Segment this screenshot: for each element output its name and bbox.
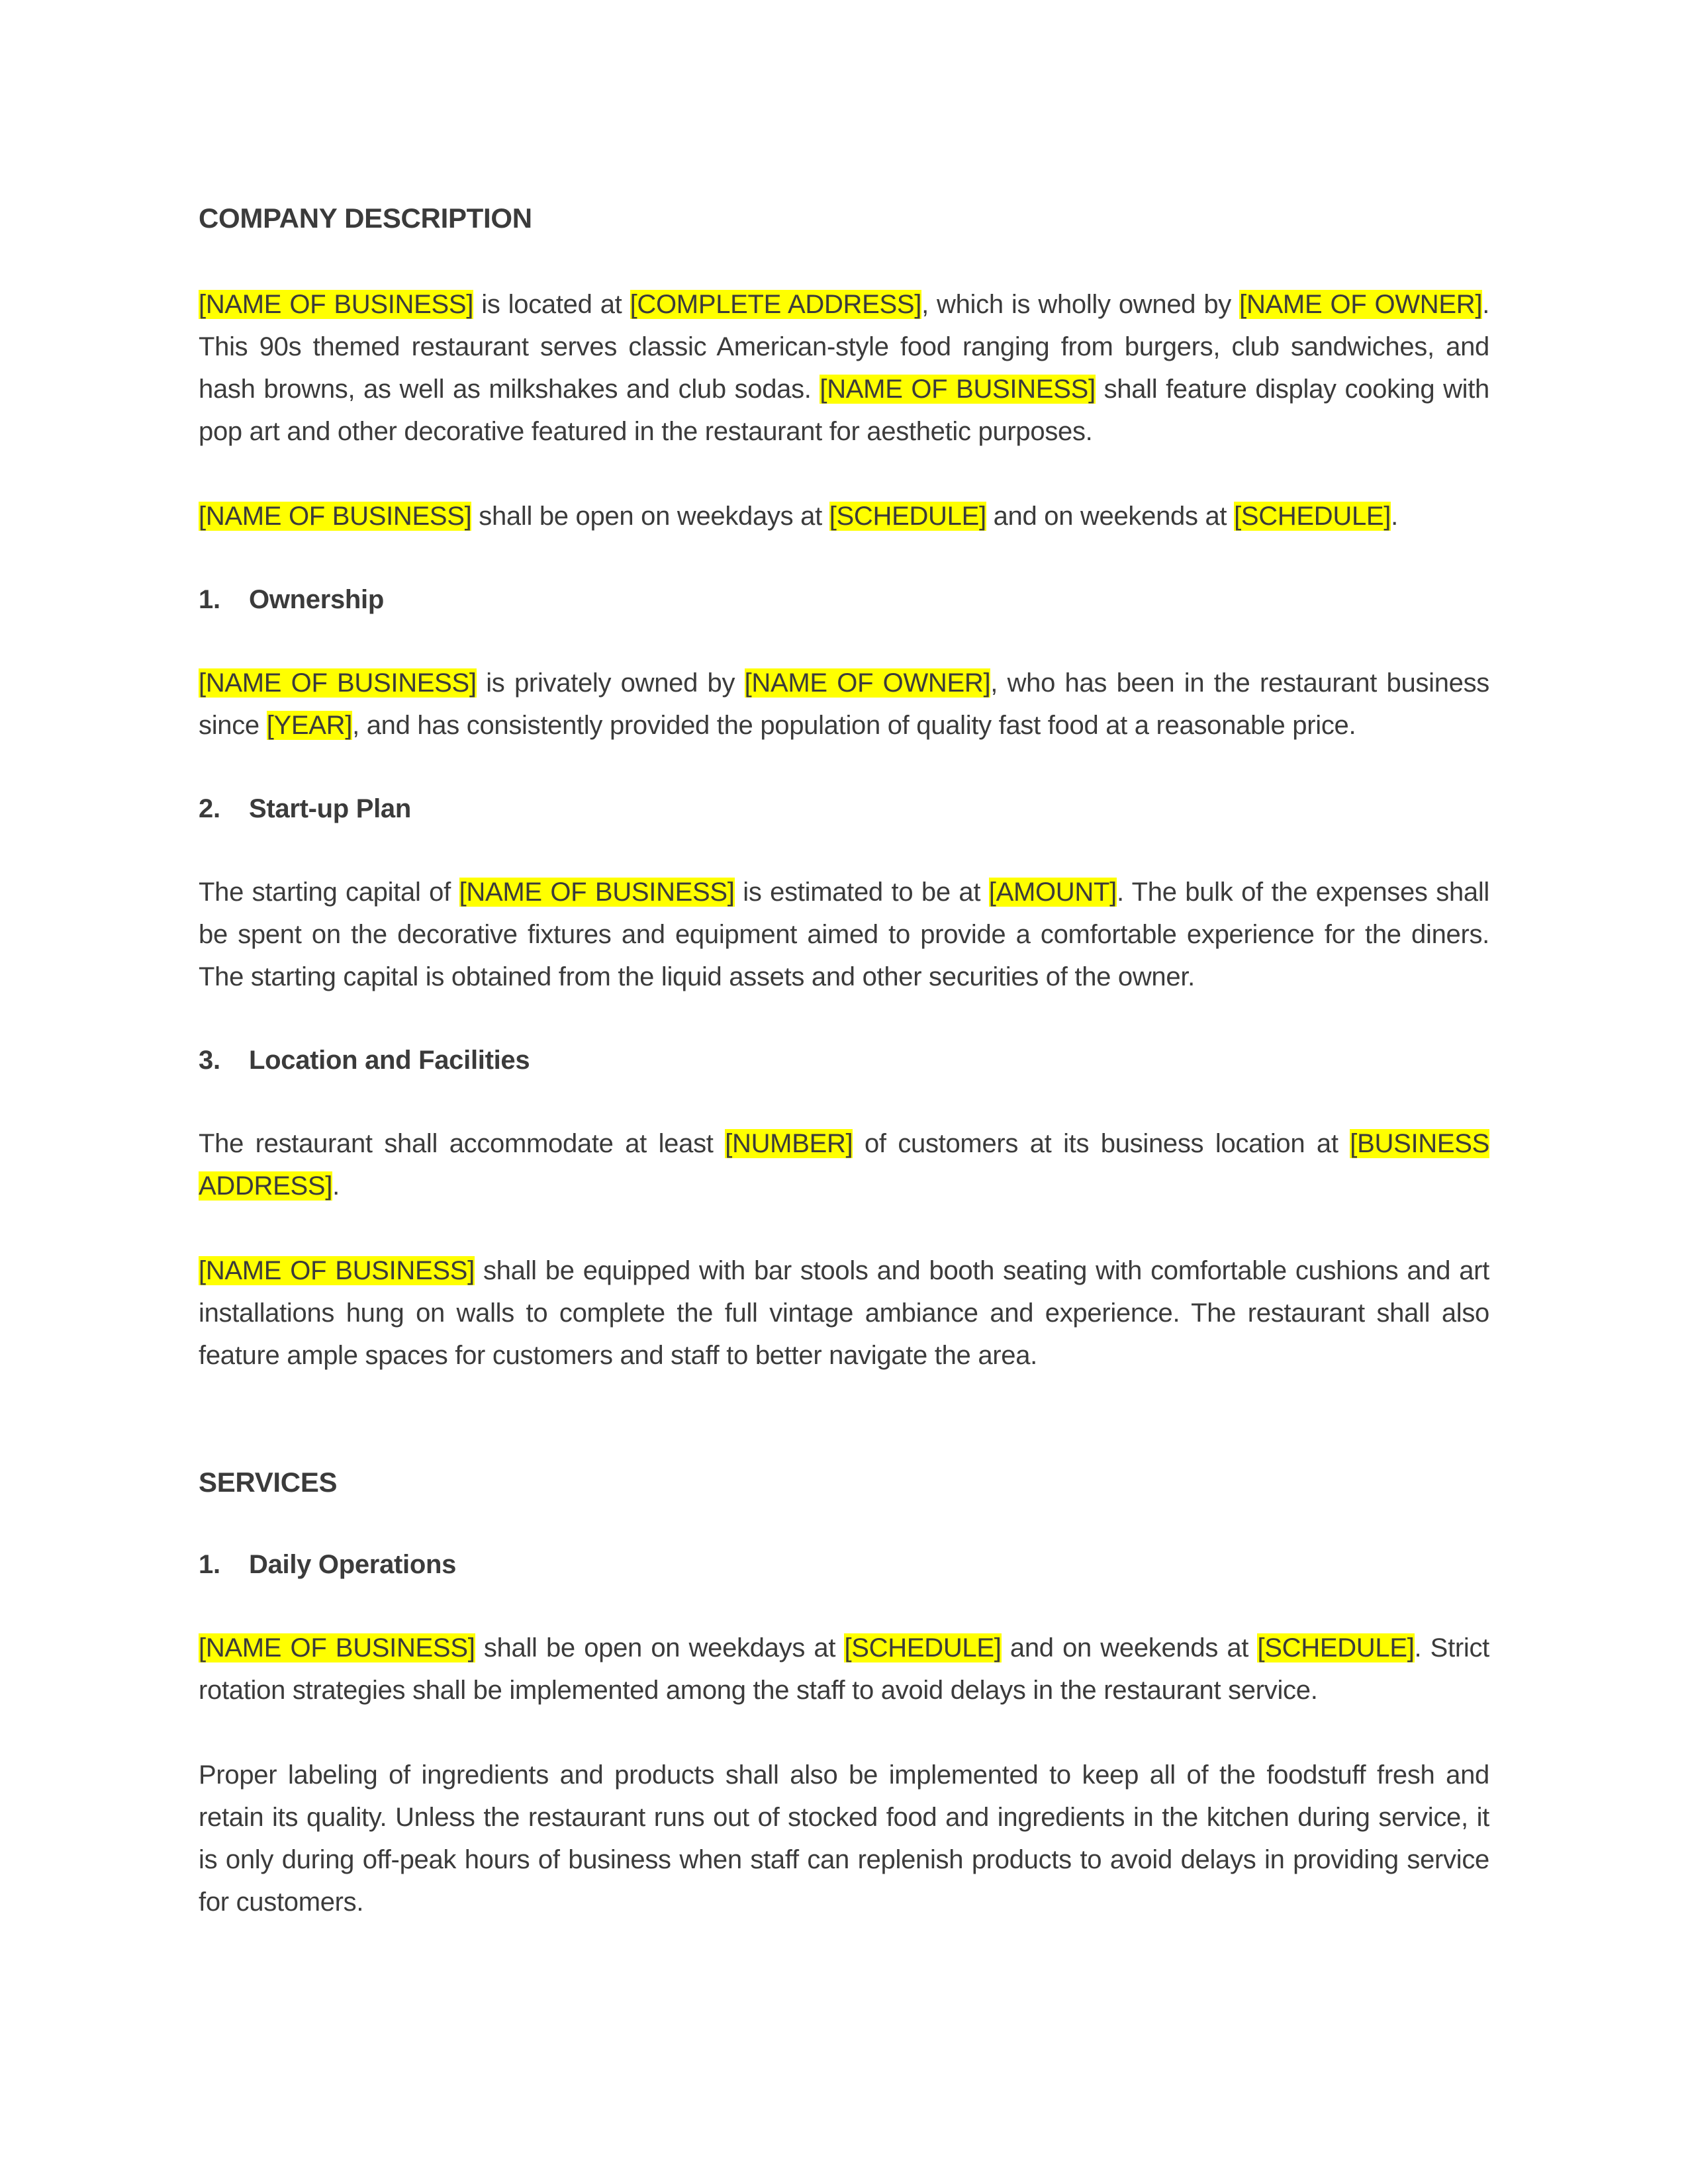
placeholder-year: [YEAR] bbox=[266, 711, 353, 740]
placeholder-owner-name: [NAME OF OWNER] bbox=[744, 668, 991, 698]
placeholder-schedule: [SCHEDULE] bbox=[829, 502, 986, 531]
placeholder-business-address: [BUSINESS ADDRESS] bbox=[199, 1129, 1489, 1201]
placeholder-schedule: [SCHEDULE] bbox=[1257, 1633, 1415, 1662]
text-fragment: shall feature display cooking with pop art and other decorative featured in the restaurant for aesthetic purposes. bbox=[199, 375, 1490, 446]
daily-operations-heading bbox=[199, 1545, 1489, 1584]
placeholder-amount: [AMOUNT] bbox=[988, 878, 1117, 907]
text-fragment: . bbox=[332, 1171, 340, 1201]
section-title: Start-up Plan bbox=[249, 794, 412, 823]
placeholder-business-name: [NAME OF BUSINESS] bbox=[199, 502, 472, 531]
placeholder-schedule: [SCHEDULE] bbox=[844, 1633, 1002, 1662]
placeholder-schedule: [SCHEDULE] bbox=[1234, 502, 1391, 531]
placeholder-number: [NUMBER] bbox=[725, 1129, 853, 1158]
location-equipment-paragraph bbox=[199, 1250, 1489, 1377]
company-hours-paragraph bbox=[199, 495, 1489, 537]
section-title: Location and Facilities bbox=[249, 1046, 530, 1075]
placeholder-complete-address: [COMPLETE ADDRESS] bbox=[630, 290, 922, 319]
text-fragment: is located at bbox=[473, 290, 630, 319]
text-fragment: shall be equipped with bar stools and booth seating with comfortable cushions and art installations hung on walls to complete the full vintage ambiance and experience. The restaurant shall also feature ample spaces for customers and staff to better navigate the area. bbox=[199, 1256, 1489, 1370]
daily-hours-paragraph bbox=[199, 1627, 1489, 1711]
ownership-heading bbox=[199, 580, 1489, 619]
location-capacity-paragraph bbox=[199, 1122, 1489, 1207]
section-title: Daily Operations bbox=[249, 1550, 457, 1579]
text-fragment: of customers at its business location at bbox=[853, 1129, 1350, 1158]
placeholder-business-name: [NAME OF BUSINESS] bbox=[820, 375, 1096, 404]
text-fragment: . This 90s themed restaurant serves classic American-style food ranging from burgers, club sandwiches, and hash browns, as well as milkshakes and club sodas. bbox=[199, 290, 1490, 404]
text-fragment: The restaurant shall accommodate at least bbox=[199, 1129, 726, 1158]
text-fragment: Proper labeling of ingredients and products shall also be implemented to keep all of the foodstuff fresh and retain its quality. Unless the restaurant runs out of stocked food and ingredients in the kitchen during service, it is only during off-peak hours of business when staff can replenish products to avoid delays in providing service for customers. bbox=[199, 1760, 1489, 1917]
text-fragment: . Strict rotation strategies shall be implemented among the staff to avoid delays in the restaurant service. bbox=[199, 1633, 1489, 1705]
text-fragment: , who has been in the restaurant business since bbox=[199, 668, 1489, 740]
text-fragment: . The bulk of the expenses shall be spent on the decorative fixtures and equipment aimed to provide a comfortable experience for the diners. The starting capital is obtained from the liquid assets and other securities of the owner. bbox=[199, 878, 1490, 991]
company-intro-paragraph bbox=[199, 283, 1489, 453]
placeholder-business-name: [NAME OF BUSINESS] bbox=[199, 1256, 475, 1285]
company-description-heading: COMPANY DESCRIPTION bbox=[199, 203, 532, 234]
text-fragment: shall be open on weekdays at bbox=[475, 1633, 845, 1662]
text-fragment: The starting capital of bbox=[199, 878, 459, 907]
location-facilities-heading bbox=[199, 1040, 1489, 1080]
placeholder-business-name: [NAME OF BUSINESS] bbox=[199, 1633, 475, 1662]
section-number: 3. bbox=[199, 1046, 220, 1075]
text-fragment: is estimated to be at bbox=[734, 878, 989, 907]
services-heading: SERVICES bbox=[199, 1467, 338, 1498]
text-fragment: . bbox=[1391, 502, 1398, 531]
placeholder-business-name: [NAME OF BUSINESS] bbox=[199, 290, 474, 319]
startup-plan-paragraph bbox=[199, 871, 1489, 998]
text-fragment: is privately owned by bbox=[476, 668, 745, 698]
text-fragment: , and has consistently provided the population of quality fast food at a reasonable price. bbox=[352, 711, 1356, 740]
section-title: Ownership bbox=[249, 585, 384, 614]
section-number: 1. bbox=[199, 1550, 220, 1579]
section-number: 1. bbox=[199, 585, 220, 614]
ownership-paragraph bbox=[199, 662, 1489, 747]
section-number: 2. bbox=[199, 794, 220, 823]
placeholder-business-name: [NAME OF BUSINESS] bbox=[459, 878, 735, 907]
placeholder-owner-name: [NAME OF OWNER] bbox=[1239, 290, 1483, 319]
text-fragment: shall be open on weekdays at bbox=[471, 502, 829, 531]
daily-labeling-paragraph bbox=[199, 1754, 1489, 1923]
text-fragment: and on weekends at bbox=[1001, 1633, 1258, 1662]
startup-plan-heading bbox=[199, 789, 1489, 829]
text-fragment: and on weekends at bbox=[986, 502, 1235, 531]
text-fragment: , which is wholly owned by bbox=[921, 290, 1240, 319]
placeholder-business-name: [NAME OF BUSINESS] bbox=[199, 668, 477, 698]
